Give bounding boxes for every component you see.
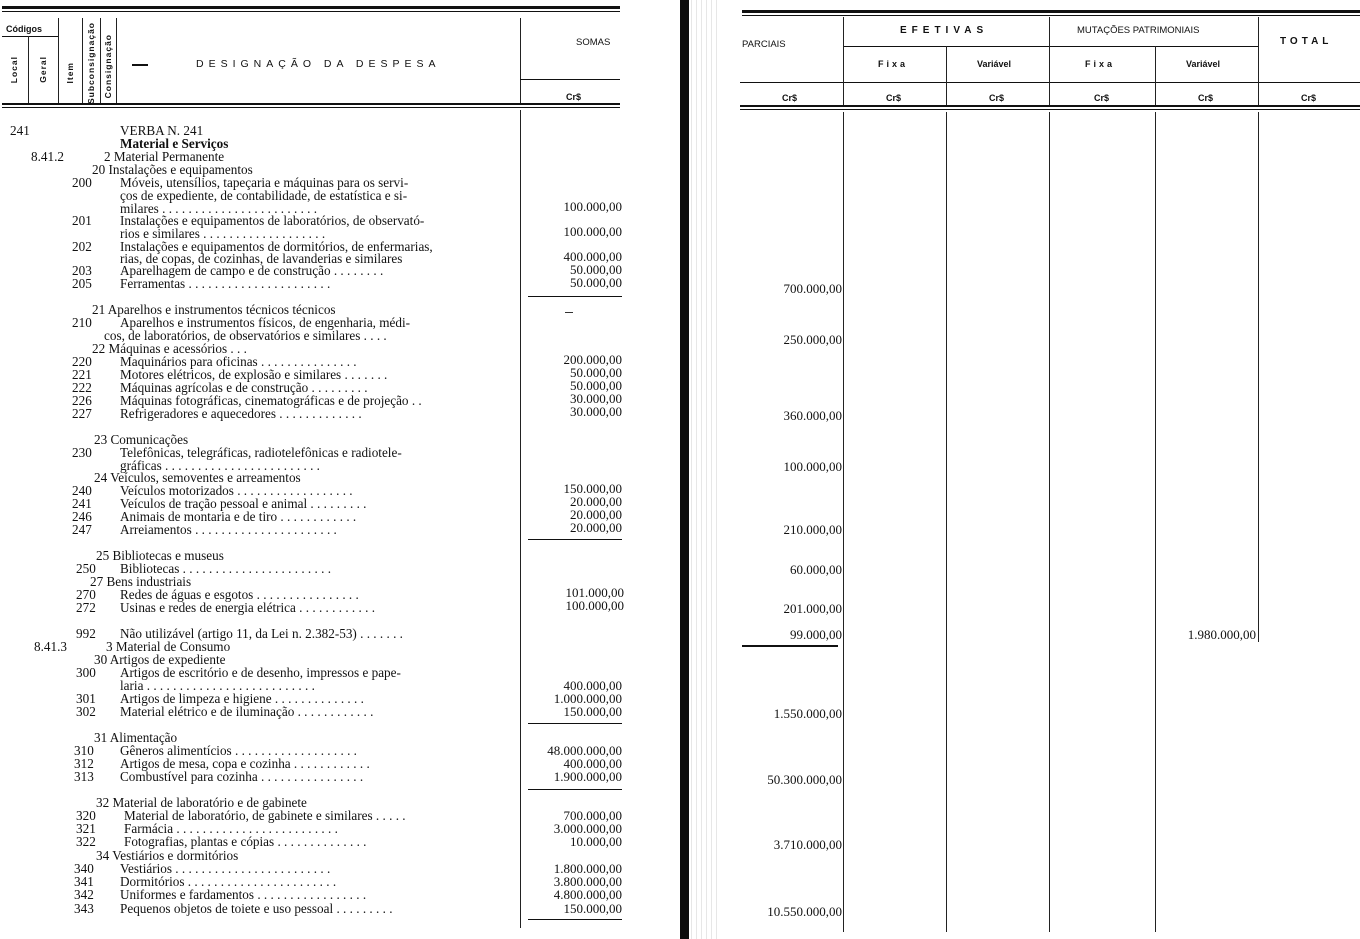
row-amount: 150.000,00 [563, 704, 622, 719]
table-row: 22 Máquinas e acessórios . . . [92, 341, 247, 356]
table-row: Móveis, utensílios, tapeçaria e máquinas para os servi- [120, 175, 409, 190]
codigos-rule [2, 36, 58, 37]
parciais-label: PARCIAIS [742, 39, 786, 50]
row-amount: 1.000.000,00 [553, 691, 622, 706]
table-row: Veículos de tração pessoal e animal . . . . . . . . . [120, 496, 367, 511]
table-row: rias, de copas, de cozinhas, de lavanderias e similares [120, 251, 403, 266]
row-amount: 30.000,00 [570, 404, 622, 419]
col-divider [116, 18, 117, 103]
row-code: 300 [76, 665, 96, 680]
row-amount: 20.000,00 [570, 520, 622, 535]
col-geral-label: Geral [38, 56, 48, 83]
variavel-mutacao-value: 1.980.000,00 [1187, 627, 1256, 642]
header-rule-top-thin [742, 15, 1360, 16]
row-amount: 30.000,00 [570, 391, 622, 406]
row-code: 342 [74, 887, 94, 902]
table-row: 25 Bibliotecas e museus [96, 548, 224, 563]
table-row: Material de laboratório, de gabinete e similares . . . . . [124, 808, 406, 823]
parcial-value: 50.300.000,00 [767, 772, 842, 787]
table-row: Arreiamentos . . . . . . . . . . . . . . . . . . . . . . [120, 522, 337, 537]
col-divider [82, 18, 83, 103]
table-row: Instalações e equipamentos de laboratórios, de observató- [120, 213, 425, 228]
header-rule-top [2, 6, 620, 9]
subtotal-rule [528, 539, 622, 540]
table-row: 3 Material de Consumo [106, 639, 231, 654]
row-amount: 400.000,00 [563, 249, 622, 264]
table-row: 20 Instalações e equipamentos [92, 162, 253, 177]
subtotal-rule [742, 645, 838, 647]
row-code: 246 [72, 509, 92, 524]
row-amount: 100.000,00 [563, 199, 622, 214]
dash-mark [132, 64, 148, 66]
parcial-value: 201.000,00 [783, 601, 842, 616]
parcial-value: 700.000,00 [783, 281, 842, 296]
col-divider [1155, 46, 1156, 105]
parcial-value: 250.000,00 [783, 332, 842, 347]
table-row: Aparelhagem de campo e de construção . . . . . . . . [120, 263, 384, 278]
row-code: 272 [76, 600, 96, 615]
parcial-value: 210.000,00 [783, 522, 842, 537]
parcial-value: 10.550.000,00 [767, 904, 842, 919]
col-item-label: Item [65, 62, 75, 84]
table-row: Motores elétricos, de explosão e similares . . . . . . . [120, 367, 388, 382]
col-divider [843, 17, 844, 105]
row-code: 340 [74, 861, 94, 876]
table-row: Uniformes e fardamentos . . . . . . . . . . . . . . . . . [120, 887, 367, 902]
table-row: Pequenos objetos de toiete e uso pessoal . . . . . . . . . [120, 901, 393, 916]
row-code: 992 [76, 626, 96, 641]
header-rule-sub [843, 46, 1258, 47]
row-code: 220 [72, 354, 92, 369]
row-amount: 100.000,00 [565, 598, 624, 613]
table-row: Não utilizável (artigo 11, da Lei n. 2.382-53) . . . . . . . [120, 626, 403, 641]
table-row: rios e similares . . . . . . . . . . . . . . . . . . . [120, 226, 326, 241]
codigos-label: Códigos [6, 24, 42, 34]
row-code: 202 [72, 239, 92, 254]
row-code: 343 [74, 901, 94, 916]
currency-label: Cr$ [989, 93, 1005, 103]
row-amount: 700.000,00 [563, 808, 622, 823]
row-amount: 101.000,00 [565, 585, 624, 600]
table-row: Artigos de limpeza e higiene . . . . . . . . . . . . . . [120, 691, 364, 706]
row-code: 203 [72, 263, 92, 278]
col-divider [520, 18, 521, 103]
row-amount: 10.000,00 [570, 834, 622, 849]
book-spine [680, 0, 689, 939]
subtotal-rule [528, 723, 622, 724]
row-amount: 100.000,00 [563, 224, 622, 239]
col-subconsignacao-label: Subconsignação [86, 22, 96, 105]
row-code: 320 [76, 808, 96, 823]
row-code: 301 [76, 691, 96, 706]
col-local-label: Local [9, 56, 19, 84]
table-row: Refrigeradores e aquecedores . . . . . . . . . . . . . [120, 406, 362, 421]
table-row: Aparelhos e instrumentos físicos, de engenharia, médi- [120, 315, 411, 330]
row-amount: 200.000,00 [563, 352, 622, 367]
row-code: 222 [72, 380, 92, 395]
header-rule-mid [740, 82, 1360, 83]
row-code: 226 [72, 393, 92, 408]
row-amount: 48.000.000,00 [547, 743, 622, 758]
table-row: Artigos de escritório e de desenho, impressos e pape- [120, 665, 401, 680]
table-row: Telefônicas, telegráficas, radiotelefônicas e radiotele- [120, 445, 402, 460]
mutacoes-label: MUTAÇÕES PATRIMONIAIS [1077, 25, 1200, 36]
col-divider [1258, 17, 1259, 105]
parcial-value: 3.710.000,00 [773, 837, 842, 852]
row-code: 201 [72, 213, 92, 228]
row-code: 247 [72, 522, 92, 537]
col-divider [28, 36, 29, 103]
col-divider [100, 18, 101, 103]
row-code: 8.41.3 [34, 639, 67, 654]
parcial-value: 100.000,00 [783, 459, 842, 474]
row-code: 221 [72, 367, 92, 382]
table-row: Usinas e redes de energia elétrica . . . . . . . . . . . . [120, 600, 375, 615]
somas-rule [520, 79, 620, 80]
row-amount: 3.000.000,00 [553, 821, 622, 836]
col-rule [1155, 112, 1156, 932]
table-row: 30 Artigos de expediente [94, 652, 226, 667]
variavel-label: Variável [977, 59, 1012, 69]
row-amount: 50.000,00 [570, 365, 622, 380]
header-rule-bottom-thin [740, 109, 1360, 110]
row-amount: 20.000,00 [570, 507, 622, 522]
table-row: Dormitórios . . . . . . . . . . . . . . . . . . . . . . . [120, 874, 337, 889]
subtotal-rule [528, 296, 622, 297]
table-row: Artigos de mesa, copa e cozinha . . . . . . . . . . . . [120, 756, 370, 771]
table-row: 34 Vestiários e dormitórios [96, 848, 239, 863]
table-row: milares . . . . . . . . . . . . . . . . . . . . . . . . [120, 201, 318, 216]
table-row: Vestiários . . . . . . . . . . . . . . . . . . . . . . . . [120, 861, 331, 876]
table-row: 23 Comunicações [94, 432, 189, 447]
row-code: 341 [74, 874, 94, 889]
table-row: Material e Serviços [120, 136, 229, 151]
row-code: 200 [72, 175, 92, 190]
row-amount: 150.000,00 [563, 481, 622, 496]
table-row: VERBA N. 241 [120, 123, 204, 138]
col-rule [946, 112, 947, 932]
parcial-value: 99.000,00 [790, 627, 842, 642]
efetivas-label: EFETIVAS [900, 25, 989, 36]
header-rule-bottom [740, 105, 1360, 107]
row-amount: 4.800.000,00 [553, 887, 622, 902]
table-row: 31 Alimentação [94, 730, 178, 745]
table-row: 32 Material de laboratório e de gabinete [96, 795, 307, 810]
row-code: 205 [72, 276, 92, 291]
row-code: 312 [74, 756, 94, 771]
table-row: gráficas . . . . . . . . . . . . . . . . . . . . . . . . [120, 458, 320, 473]
row-amount: 50.000,00 [570, 262, 622, 277]
currency-label: Cr$ [1198, 93, 1214, 103]
subtotal-rule [528, 789, 622, 790]
row-amount: 20.000,00 [570, 494, 622, 509]
table-row: Farmácia . . . . . . . . . . . . . . . . . . . . . . . . . [124, 821, 338, 836]
table-row: Combustível para cozinha . . . . . . . . . . . . . . . . [120, 769, 364, 784]
row-code: 310 [74, 743, 94, 758]
row-amount: 150.000,00 [563, 901, 622, 916]
dash-mark [565, 312, 573, 313]
row-code: 227 [72, 406, 92, 421]
col-rule [1049, 112, 1050, 932]
table-row: Veículos motorizados . . . . . . . . . . . . . . . . . . [120, 483, 353, 498]
table-row: Redes de águas e esgotos . . . . . . . . . . . . . . . . [120, 587, 359, 602]
row-code: 240 [72, 483, 92, 498]
table-row: 21 Aparelhos e instrumentos técnicos técnicos [92, 302, 336, 317]
table-row: cos, de laboratórios, de observatórios e similares . . . . [104, 328, 387, 343]
row-code: 210 [72, 315, 92, 330]
parcial-value: 360.000,00 [783, 408, 842, 423]
table-row: ços de expediente, de contabilidade, de estatística e si- [120, 188, 408, 203]
table-row: Material elétrico e de iluminação . . . . . . . . . . . . [120, 704, 374, 719]
row-amount: 1.900.000,00 [553, 769, 622, 784]
row-code: 241 [72, 496, 92, 511]
col-divider [1049, 17, 1050, 105]
row-code: 250 [76, 561, 96, 576]
row-code: 241 [10, 123, 30, 138]
variavel-label: Variável [1186, 59, 1221, 69]
fixa-label: Fixa [878, 59, 909, 69]
col-divider [58, 18, 59, 103]
row-code: 313 [74, 769, 94, 784]
row-code: 230 [72, 445, 92, 460]
currency-label: Cr$ [886, 93, 902, 103]
parcial-value: 60.000,00 [790, 562, 842, 577]
table-row: Bibliotecas . . . . . . . . . . . . . . . . . . . . . . . [120, 561, 331, 576]
table-row: Máquinas fotográficas, cinematográficas e de projeção . . [120, 393, 422, 408]
table-row: Maquinários para oficinas . . . . . . . . . . . . . . . [120, 354, 357, 369]
col-rule [1258, 112, 1259, 642]
row-amount: 50.000,00 [570, 378, 622, 393]
currency-label: Cr$ [1301, 93, 1317, 103]
currency-label: Cr$ [782, 93, 798, 103]
row-code: 270 [76, 587, 96, 602]
table-row: 24 Veículos, semoventes e arreamentos [94, 470, 301, 485]
col-divider [946, 46, 947, 105]
table-row: 2 Material Permanente [104, 149, 225, 164]
row-code: 321 [76, 821, 96, 836]
table-row: Animais de montaria e de tiro . . . . . . . . . . . . [120, 509, 357, 524]
col-consignacao-label: Consignação [103, 34, 113, 99]
somas-currency: Cr$ [566, 92, 582, 102]
row-amount: 400.000,00 [563, 678, 622, 693]
header-rule-top [742, 10, 1360, 13]
somas-label: SOMAS [576, 37, 611, 48]
parcial-value: 1.550.000,00 [773, 706, 842, 721]
table-row: Máquinas agrícolas e de construção . . . . . . . . . [120, 380, 368, 395]
currency-label: Cr$ [1094, 93, 1110, 103]
row-amount: 3.800.000,00 [553, 874, 622, 889]
header-rule-top-thin [2, 11, 620, 12]
subtotal-rule [528, 919, 622, 920]
row-code: 322 [76, 834, 96, 849]
row-code: 302 [76, 704, 96, 719]
total-label: TOTAL [1280, 36, 1333, 47]
row-code: 8.41.2 [31, 149, 64, 164]
designacao-title: DESIGNAÇÃO DA DESPESA [196, 58, 441, 70]
table-row: Fotografias, plantas e cópias . . . . . . . . . . . . . . [124, 834, 367, 849]
table-row: 27 Bens industriais [90, 574, 192, 589]
fixa-label: Fixa [1085, 59, 1116, 69]
table-row: Instalações e equipamentos de dormitórios, de enfermarias, [120, 239, 433, 254]
col-rule [843, 112, 844, 932]
table-row: Gêneros alimentícios . . . . . . . . . . . . . . . . . . . [120, 743, 357, 758]
row-amount: 1.800.000,00 [553, 861, 622, 876]
table-row: Ferramentas . . . . . . . . . . . . . . . . . . . . . . [120, 276, 331, 291]
header-rule-bottom-thin [2, 107, 620, 108]
row-amount: 400.000,00 [563, 756, 622, 771]
table-row: laria . . . . . . . . . . . . . . . . . . . . . . . . . . [120, 678, 315, 693]
row-amount: 50.000,00 [570, 275, 622, 290]
